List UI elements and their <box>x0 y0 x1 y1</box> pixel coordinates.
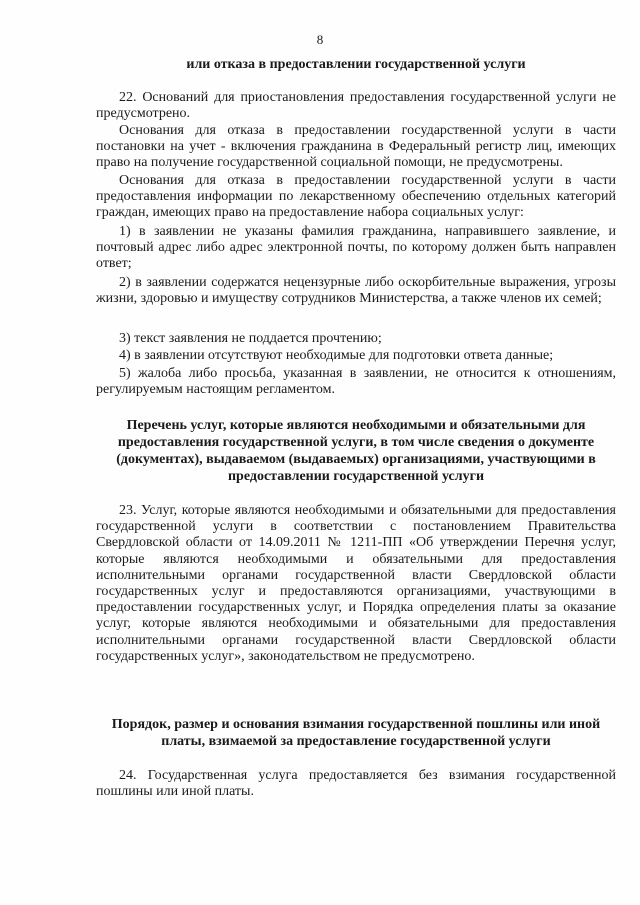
refusal-reason-4: 4) в заявлении отсутствуют необходимые для подготовки ответа данные; <box>119 348 554 363</box>
page-number: 8 <box>316 32 324 47</box>
paragraph-23: 23. Услуг, которые являются необходимыми и обязательными для предоставления государственной услуги в соответствии с постановлением Правительства Свердловской области от 14.09.2011 № 1211-ПП «Об утверждении Перечня услуг, которые являются необходимыми и обязательными для предоставления исполнительными органами государственной власти Свердловской области государственных услуг и предоставляются организациями, участвующими в предоставлении государственных услуг, и Порядка определения платы за оказание услуг, которые являются необходимыми и обязательными для предоставления исполнительными органами государственной власти Свердловской области государственных услуг», законодательством не предусмотрено. <box>96 503 616 664</box>
refusal-reason-2: 2) в заявлении содержатся нецензурные либо оскорбительные выражения, угрозы жизни, здоровью и имуществу сотрудников Министерства, а также членов их семей; <box>96 275 616 307</box>
refusal-reason-1: 1) в заявлении не указаны фамилия гражданина, направившего заявление, и почтовый адрес либо адрес электронной почты, по которому должен быть направлен ответ; <box>96 224 616 272</box>
paragraph-22-medicine-refusal: Основания для отказа в предоставлении государственной услуги в части предоставления информации по лекарственному обеспечению отдельных категорий граждан, имеющих право на предоставление набора социальных услуг: <box>96 173 616 221</box>
paragraph-22-suspension: 22. Оснований для приостановления предоставления государственной услуги не предусмотрено. <box>96 90 616 122</box>
section-heading-state-fee: Порядок, размер и основания взимания государственной пошлины или иной платы, взимаемой за предоставление государственной услуги <box>111 717 601 749</box>
refusal-reason-3: 3) текст заявления не поддается прочтению; <box>119 331 382 346</box>
refusal-reason-5: 5) жалоба либо просьба, указанная в заявлении, не относится к отношениям, регулируемым настоящим регламентом. <box>96 366 616 398</box>
paragraph-22-registry-refusal: Основания для отказа в предоставлении государственной услуги в части постановки на учет - включения гражданина в Федеральный регистр лиц, имеющих право на получение государственной социальной помощи, не предусмотрены. <box>96 123 616 171</box>
paragraph-24: 24. Государственная услуга предоставляется без взимания государственной пошлины или иной платы. <box>96 768 616 800</box>
section-heading-required-services: Перечень услуг, которые являются необходимыми и обязательными для предоставления государственной услуги, в том числе сведения о документе (документах), выдаваемом (выдаваемых) организациями, участвующими в предоставлении государственной услуги <box>116 418 596 484</box>
section-heading-continued: или отказа в предоставлении государственной услуги <box>186 57 526 72</box>
